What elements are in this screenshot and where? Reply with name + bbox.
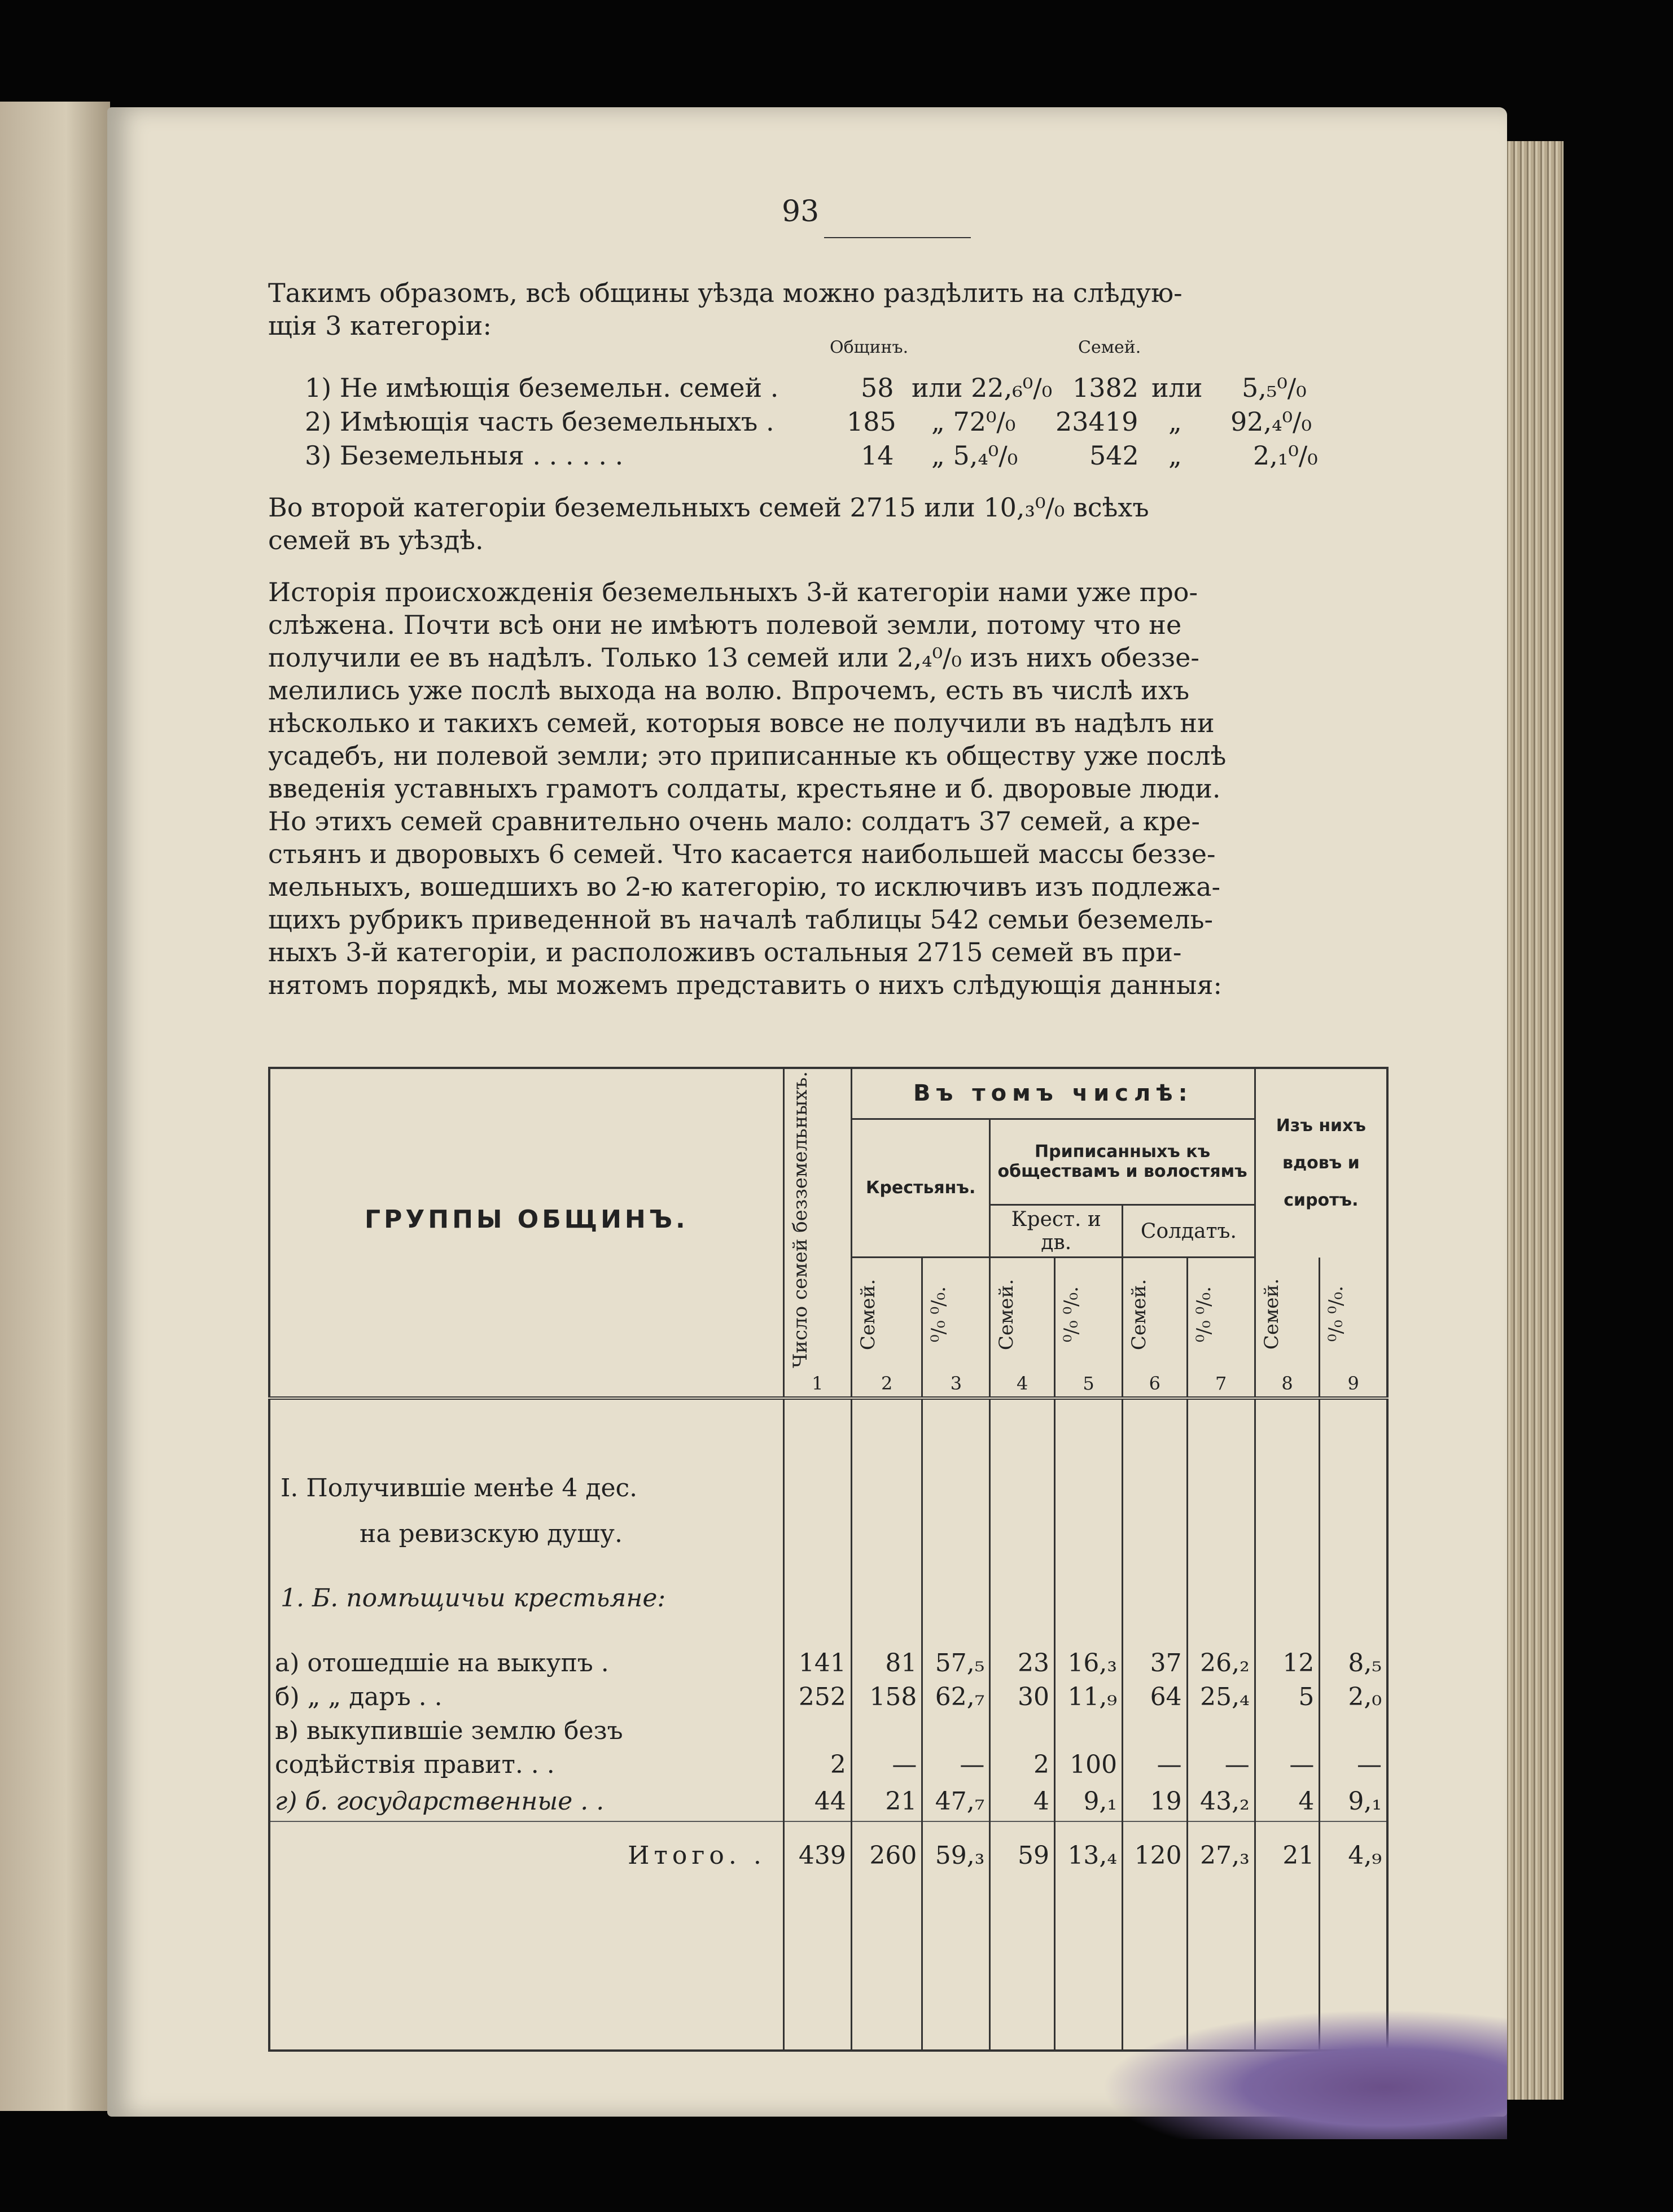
families-head-2: [851, 1258, 922, 1370]
cell: 25,₄: [1187, 1680, 1255, 1714]
total-cell: 120: [1123, 1821, 1188, 1889]
percent-label: ⁰/₀ ⁰/₀.: [1060, 1286, 1083, 1343]
column-number: 4: [990, 1370, 1055, 1398]
cell: 47,₇: [922, 1782, 990, 1821]
category-3-families-pct: 2,₁⁰/₀: [1253, 440, 1318, 471]
category-2-families-pct: 92,₄⁰/₀: [1230, 406, 1312, 437]
cell: —: [1255, 1748, 1320, 1782]
total-row: [269, 1821, 1387, 1889]
families-label: Семей.: [856, 1278, 879, 1350]
intro-line-1: Такимъ образомъ, всѣ общины уѣзда можно раздѣлить на слѣдую-: [268, 278, 1183, 308]
cell: 4: [1255, 1782, 1320, 1821]
col1-header: Число семей безземельныхъ.: [789, 1071, 812, 1368]
cell: —: [1187, 1748, 1255, 1782]
families-col-head: Семей.: [1078, 338, 1141, 357]
cell: 12: [1255, 1646, 1320, 1680]
para2-line: Исторія происхожденія беземельныхъ 3-й категоріи нами уже про-: [268, 577, 1198, 607]
para2-line: нятомъ порядкѣ, мы можемъ представить о нихъ слѣдующія данныя:: [268, 970, 1222, 1000]
subsection-row: [269, 1550, 1387, 1646]
category-3-ditto: „: [1168, 440, 1182, 471]
percent-head-7: [1187, 1258, 1255, 1370]
families-head-6: [1123, 1258, 1188, 1370]
total-cell: 27,₃: [1187, 1821, 1255, 1889]
table-row: [269, 1646, 1387, 1680]
column-number: 9: [1320, 1370, 1387, 1398]
percent-label: ⁰/₀ ⁰/₀.: [927, 1286, 951, 1343]
groups-header: ГРУППЫ ОБЩИНЪ.: [365, 1205, 689, 1234]
category-3-communes: 14: [861, 440, 894, 471]
cell: 158: [851, 1680, 922, 1714]
cell: 30: [990, 1680, 1055, 1714]
cell: 19: [1123, 1782, 1188, 1821]
section-row: [269, 1398, 1387, 1550]
page-number: 93: [782, 195, 820, 229]
section-label-cell: [269, 1398, 783, 1550]
para2-line: Но этихъ семей сравнительно очень мало: солдатъ 37 семей, а кре-: [268, 806, 1200, 836]
cell: 23: [990, 1646, 1055, 1680]
para2-line: получили ее въ надѣлъ. Только 13 семей или 2,₄⁰/₀ изъ нихъ обеззе-: [268, 642, 1199, 673]
cell: 252: [783, 1680, 851, 1714]
table-row: [269, 1714, 1387, 1748]
percent-head-5: [1055, 1258, 1123, 1370]
cell: 2: [783, 1748, 851, 1782]
cell: 64: [1123, 1680, 1188, 1714]
total-cell: 4,₉: [1320, 1821, 1387, 1889]
row-label: в) выкупившіе землю безъ: [269, 1714, 783, 1748]
data-table: [268, 1067, 1389, 2052]
families-head-8: [1255, 1258, 1320, 1370]
column-number: 2: [851, 1370, 922, 1398]
cell: 26,₂: [1187, 1646, 1255, 1680]
column-number: 1: [783, 1370, 851, 1398]
category-3-label: 3) Беземельныя . . . . . .: [305, 440, 624, 471]
category-1-or: или: [1151, 373, 1203, 403]
para2-line: мельныхъ, вошедшихъ во 2-ю категорію, то исключивъ изъ подлежа-: [268, 871, 1221, 902]
category-1-families: 1382: [1072, 373, 1139, 403]
cell: 11,₉: [1055, 1680, 1123, 1714]
total-label: Итого. .: [269, 1821, 783, 1889]
in-that-number-header: Въ томъ числѣ:: [851, 1068, 1255, 1119]
para2-line: ныхъ 3-й категоріи, и расположивъ остальныя 2715 семей въ при-: [268, 937, 1182, 967]
para2-line: введенія уставныхъ грамотъ солдаты, крестьяне и б. дворовые люди.: [268, 773, 1221, 804]
total-cell: 439: [783, 1821, 851, 1889]
column-number: 8: [1255, 1370, 1320, 1398]
category-3-families: 542: [1089, 440, 1139, 471]
subsection-1-label: 1. Б. помѣщичьи крестьяне:: [281, 1584, 666, 1613]
para2-line: мелились уже послѣ выхода на волю. Впрочемъ, есть въ числѣ ихъ: [268, 675, 1190, 706]
category-3-communes-pct: „ 5,₄⁰/₀: [931, 440, 1018, 471]
subsection-label-cell: [269, 1550, 783, 1646]
row-label: содѣйствія правит. . .: [269, 1748, 783, 1782]
peasants-header: Крестьянъ.: [851, 1119, 990, 1258]
category-2-communes-pct: „ 72⁰/₀: [931, 406, 1016, 437]
column-number: 6: [1123, 1370, 1188, 1398]
ascribed-header: Приписанныхъ къ обществамъ и волостямъ: [990, 1119, 1255, 1205]
percent-head-3: [922, 1258, 990, 1370]
category-1-families-pct: 5,₅⁰/₀: [1242, 373, 1307, 403]
section-I-line-1: I. Получившіе менѣе 4 дес.: [281, 1473, 638, 1503]
para2-line: щихъ рубрикъ приведенной въ началѣ таблицы 542 семьи беземель-: [268, 904, 1214, 935]
families-label: Семей.: [1128, 1278, 1151, 1350]
col1-header-cell: [783, 1068, 851, 1370]
cell: 141: [783, 1646, 851, 1680]
families-label: Семей.: [995, 1278, 1018, 1350]
percent-label: ⁰/₀ ⁰/₀.: [1325, 1286, 1348, 1342]
cell: 4: [990, 1782, 1055, 1821]
table-row: [269, 1782, 1387, 1821]
cell: 21: [851, 1782, 922, 1821]
para2-line: стьянъ и дворовыхъ 6 семей. Что касается наибольшей массы беззе-: [268, 839, 1216, 869]
category-2-families: 23419: [1056, 406, 1138, 437]
row-label: г) б. государственные . .: [269, 1782, 783, 1821]
krest-dv-header: Крест. и дв.: [990, 1205, 1123, 1258]
families-head-4: [990, 1258, 1055, 1370]
column-number: 7: [1187, 1370, 1255, 1398]
category-1-communes: 58: [861, 373, 894, 403]
total-cell: 21: [1255, 1821, 1320, 1889]
percent-label: ⁰/₀ ⁰/₀.: [1192, 1286, 1215, 1343]
column-numbers-row: [269, 1370, 1387, 1398]
families-label: Семей.: [1260, 1278, 1283, 1350]
cell: —: [922, 1748, 990, 1782]
table-row: [269, 1748, 1387, 1782]
total-cell: 13,₄: [1055, 1821, 1123, 1889]
category-1-label: 1) Не имѣющія беземельн. семей .: [305, 373, 779, 403]
cell: 44: [783, 1782, 851, 1821]
widows-header: Изъ нихъ вдовъ и сиротъ.: [1255, 1068, 1387, 1258]
category-2-label: 2) Имѣющія часть беземельныхъ .: [305, 406, 774, 437]
soldiers-header: Солдатъ.: [1123, 1205, 1255, 1258]
cell: 5: [1255, 1680, 1320, 1714]
para2-line: усадебъ, ни полевой земли; это приписанные къ обществу уже послѣ: [268, 741, 1227, 771]
percent-head-9: [1320, 1258, 1387, 1370]
total-cell: 59: [990, 1821, 1055, 1889]
cell: 100: [1055, 1748, 1123, 1782]
groups-header-cell: [269, 1068, 783, 1370]
cell: 57,₅: [922, 1646, 990, 1680]
category-1-communes-pct: или 22,₆⁰/₀: [912, 373, 1053, 403]
para1-line-1: Во второй категоріи беземельныхъ семей 2715 или 10,₃⁰/₀ всѣхъ: [268, 492, 1149, 523]
table-row: [269, 1680, 1387, 1714]
communes-col-head: Общинъ.: [830, 338, 909, 357]
column-number-blank: [269, 1370, 783, 1398]
row-label: а) отошедшіе на выкупъ .: [269, 1646, 783, 1680]
cell: 2,₀: [1320, 1680, 1387, 1714]
cell: —: [1123, 1748, 1188, 1782]
cell: 43,₂: [1187, 1782, 1255, 1821]
para1-line-2: семей въ уѣздѣ.: [268, 525, 484, 555]
page-number-rule: [824, 237, 971, 238]
para2-line: слѣжена. Почти всѣ они не имѣютъ полевой земли, потому что не: [268, 610, 1182, 640]
section-I-line-2: на ревизскую душу.: [360, 1519, 623, 1548]
cell: 2: [990, 1748, 1055, 1782]
cell: 8,₅: [1320, 1646, 1387, 1680]
column-number: 5: [1055, 1370, 1123, 1398]
category-2-ditto: „: [1168, 406, 1182, 437]
cell: 62,₇: [922, 1680, 990, 1714]
cell: 9,₁: [1055, 1782, 1123, 1821]
para2-line: нѣсколько и такихъ семей, которыя вовсе не получили въ надѣлъ ни: [268, 708, 1215, 738]
row-label: б) „ „ даръ . .: [269, 1680, 783, 1714]
total-cell: 59,₃: [922, 1821, 990, 1889]
cell: 9,₁: [1320, 1782, 1387, 1821]
column-number: 3: [922, 1370, 990, 1398]
category-2-communes: 185: [847, 406, 896, 437]
cell: —: [851, 1748, 922, 1782]
cell: 81: [851, 1646, 922, 1680]
cell: 37: [1123, 1646, 1188, 1680]
left-page-edge: [0, 102, 110, 2111]
intro-line-2: щія 3 категоріи:: [268, 310, 492, 341]
cell: —: [1320, 1748, 1387, 1782]
cell: 16,₃: [1055, 1646, 1123, 1680]
total-cell: 260: [851, 1821, 922, 1889]
